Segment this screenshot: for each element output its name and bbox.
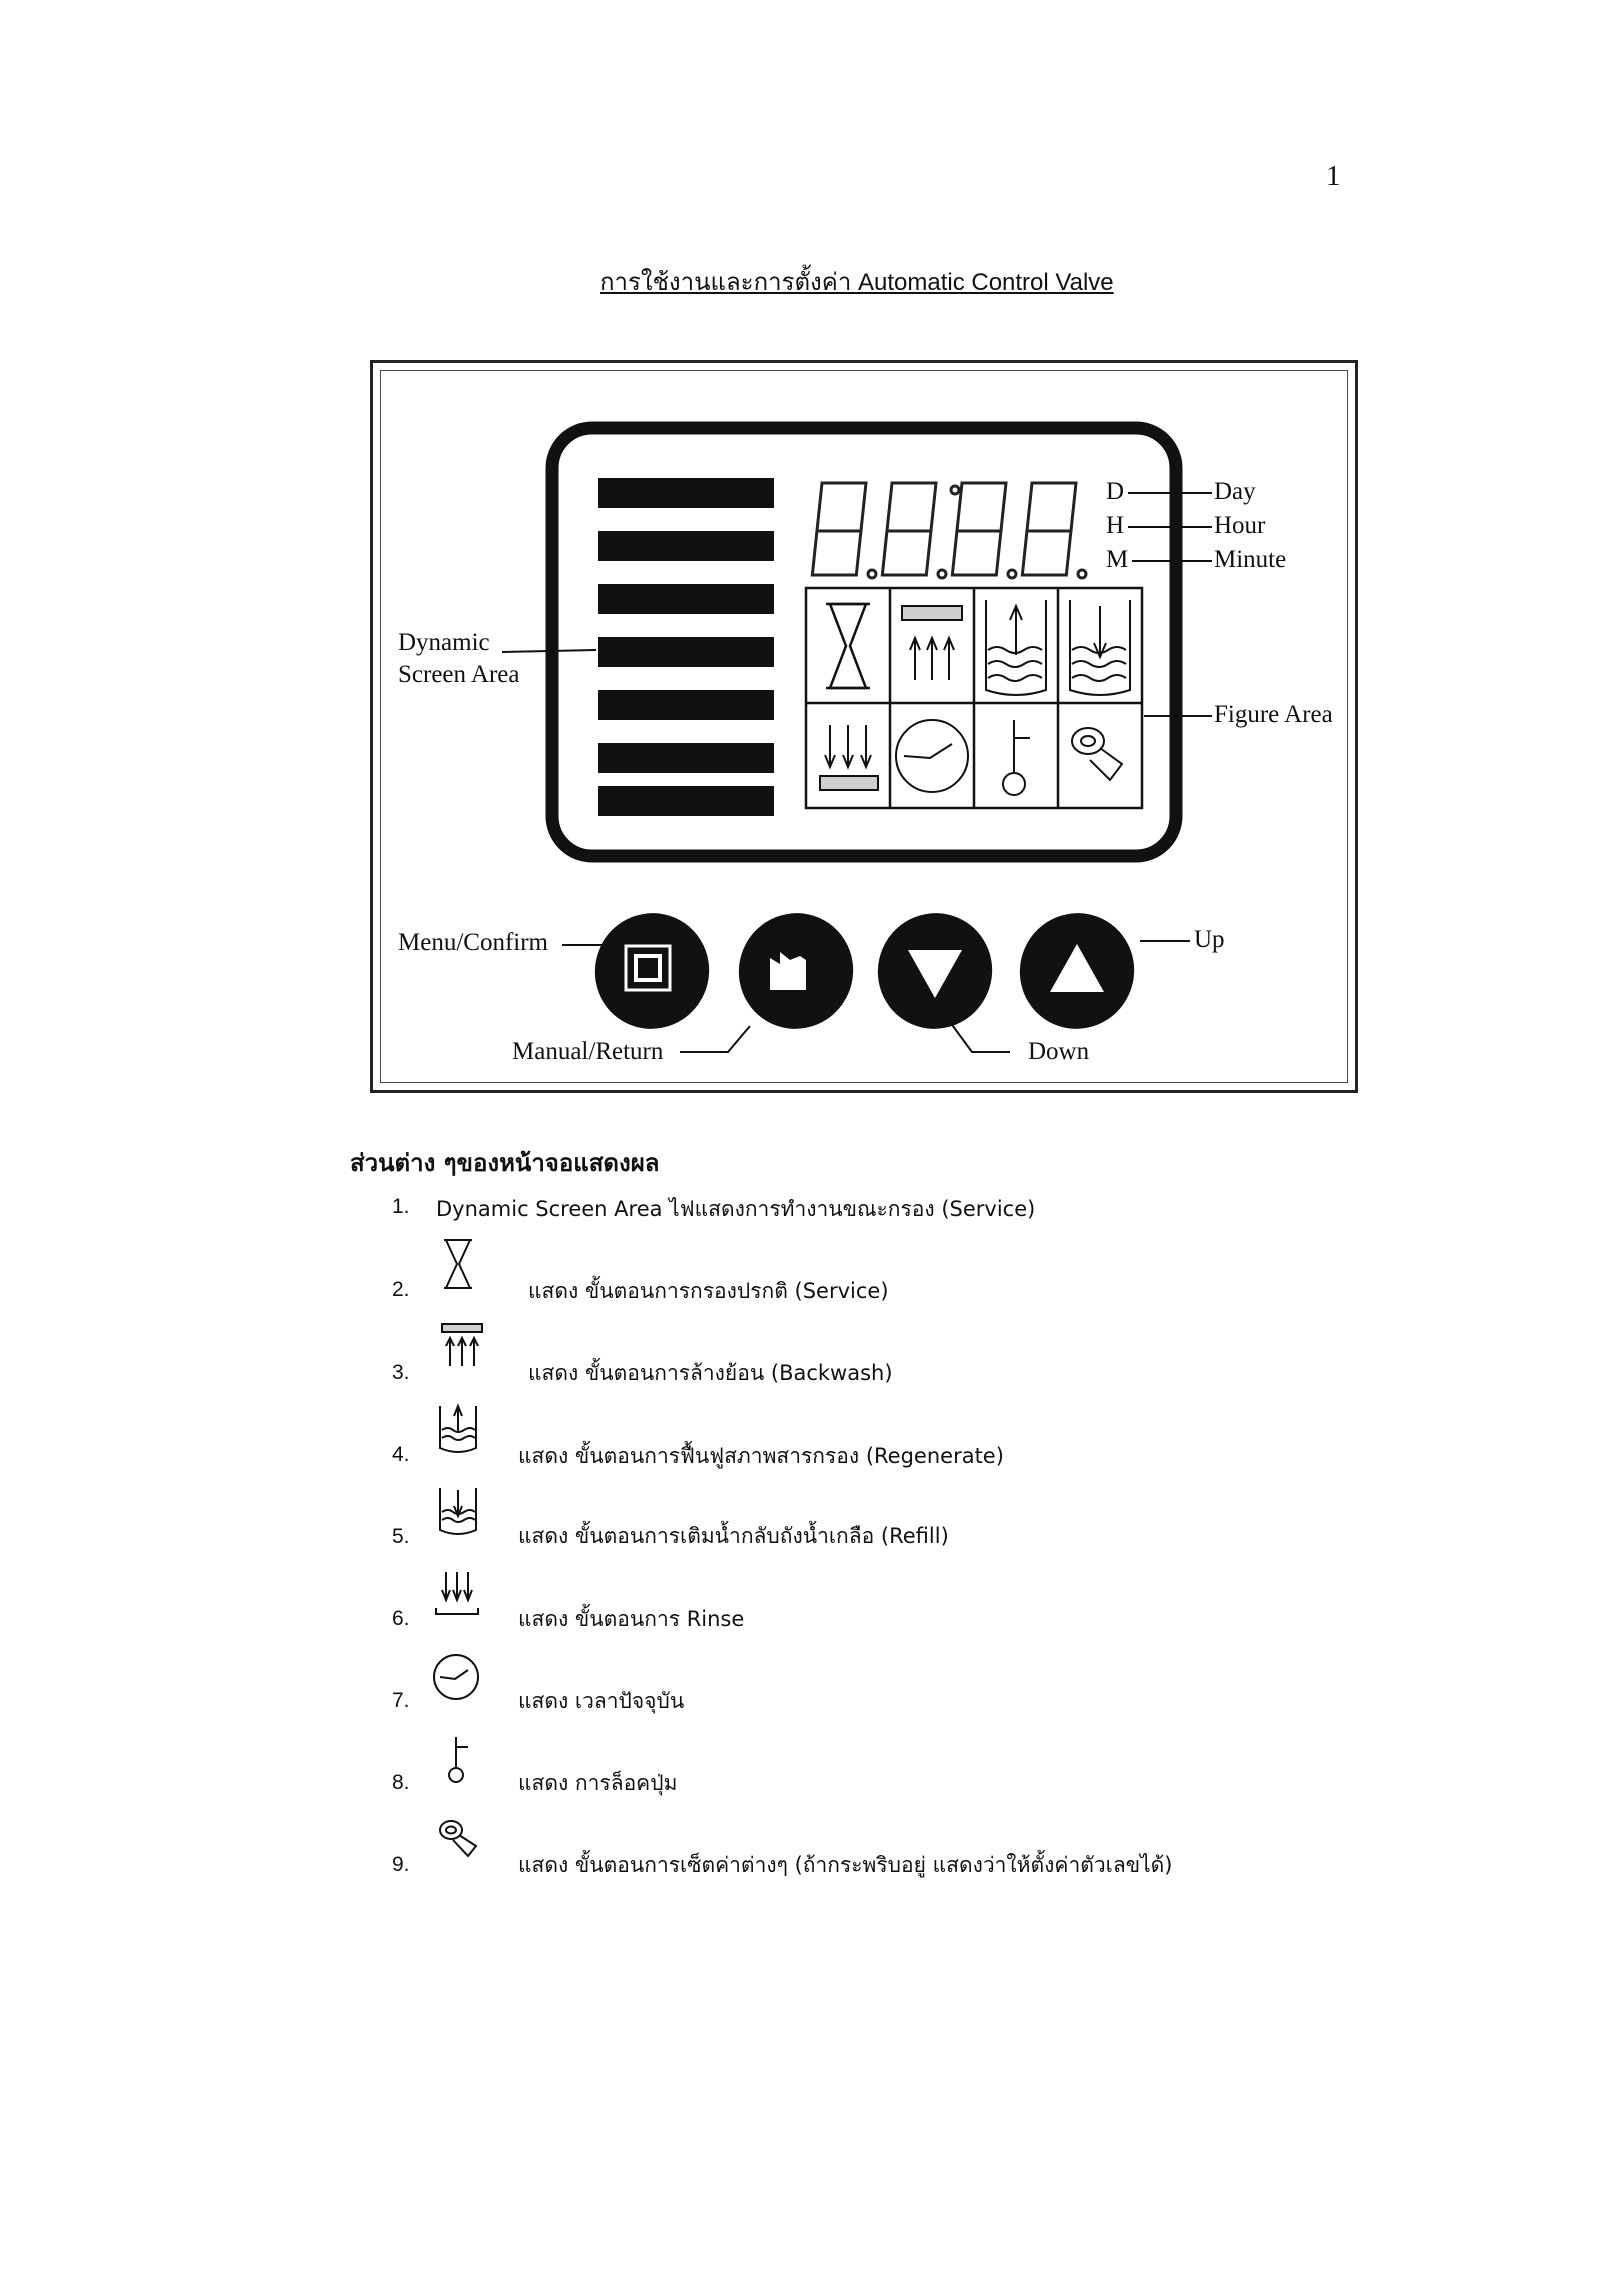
item-text: Dynamic Screen Area ไฟแสดงการทำงานขณะกรอง (Service): [436, 1197, 1036, 1221]
section-heading: ส่วนต่าง ๆของหน้าจอแสดงผล: [350, 1149, 660, 1177]
dynamic-bar: [598, 478, 774, 508]
item-text: แสดง ขั้นตอนการฟื้นฟูสภาพสารกรอง (Regenerate): [518, 1444, 1004, 1468]
decimal-point: [1078, 570, 1086, 578]
item-number: 8.: [392, 1771, 410, 1794]
decimal-point: [1008, 570, 1016, 578]
item-text: แสดง ขั้นตอนการเซ็ตค่าต่างๆ (ถ้ากระพริบอยู่ แสดงว่าให้ตั้งค่าตัวเลขได้): [518, 1853, 1173, 1877]
dynamic-bar: [598, 690, 774, 720]
dynamic-bar: [598, 743, 774, 773]
dynamic-bar: [598, 531, 774, 561]
unit-code-hour: H: [1106, 512, 1125, 539]
hourglass-icon: [440, 1236, 476, 1292]
item-text: แสดง เวลาปัจจุบัน: [518, 1689, 685, 1713]
dynamic-label-line2: Screen Area: [398, 661, 520, 688]
digit: [1022, 483, 1076, 575]
item-text: แสดง ขั้นตอนการเติมน้ำกลับถังน้ำเกลือ (Refill): [518, 1524, 949, 1548]
unit-label-day: Day: [1214, 478, 1256, 505]
degree-point: [951, 486, 959, 494]
item-text: แสดง การล็อคปุ่ม: [518, 1771, 678, 1795]
item-number: 5.: [392, 1525, 410, 1548]
manual-return-label: Manual/Return: [512, 1038, 664, 1065]
item-text: แสดง ขั้นตอนการล้างย้อน (Backwash): [528, 1361, 893, 1385]
item-number: 3.: [392, 1361, 410, 1384]
menu-confirm-label: Menu/Confirm: [398, 929, 548, 956]
item-number: 1.: [392, 1195, 410, 1218]
clock-icon: [430, 1652, 482, 1702]
hourglass-icon: [826, 604, 870, 688]
unit-code-day: D: [1106, 478, 1125, 505]
item-number: 7.: [392, 1689, 410, 1712]
key-lock-icon: [1003, 720, 1030, 795]
regenerate-icon: [986, 600, 1046, 695]
regenerate-icon: [436, 1402, 480, 1456]
backwash-icon: [902, 606, 962, 680]
refill-icon: [1070, 600, 1130, 695]
dynamic-label-line1: Dynamic: [398, 629, 490, 656]
figure-area-label: Figure Area: [1214, 701, 1333, 728]
up-button[interactable]: [1001, 895, 1152, 1047]
control-panel-diagram: [0, 0, 1606, 1100]
manual-return-button[interactable]: [720, 895, 871, 1047]
menu-confirm-button[interactable]: [576, 895, 727, 1047]
page-number: 1: [1326, 160, 1341, 192]
refill-icon: [436, 1484, 480, 1538]
dynamic-screen-bars: [598, 478, 774, 816]
wrench-icon: [436, 1816, 482, 1862]
rinse-icon: [434, 1568, 480, 1620]
wrench-icon: [1072, 728, 1122, 780]
down-label: Down: [1028, 1038, 1090, 1065]
clock-icon: [896, 720, 968, 792]
unit-label-hour: Hour: [1214, 512, 1266, 539]
dynamic-bar: [598, 786, 774, 816]
seven-segment-display: [812, 483, 1086, 578]
dynamic-bar: [598, 637, 774, 667]
item-number: 6.: [392, 1607, 410, 1630]
backwash-icon: [440, 1322, 484, 1372]
down-button[interactable]: [859, 895, 1010, 1047]
item-number: 9.: [392, 1853, 410, 1876]
up-label: Up: [1194, 926, 1225, 953]
item-number: 4.: [392, 1443, 410, 1466]
key-lock-icon: [444, 1733, 476, 1785]
decimal-point: [868, 570, 876, 578]
unit-label-minute: Minute: [1214, 546, 1287, 573]
digit: [812, 483, 866, 575]
rinse-icon: [820, 725, 878, 790]
page-title: การใช้งานและการตั้งค่า Automatic Control Valve: [600, 269, 1114, 296]
digit: [952, 483, 1006, 575]
item-text: แสดง ขั้นตอนการกรองปรกติ (Service): [528, 1279, 889, 1303]
item-number: 2.: [392, 1278, 410, 1301]
digit: [882, 483, 936, 575]
unit-code-minute: M: [1106, 546, 1129, 573]
item-text: แสดง ขั้นตอนการ Rinse: [518, 1607, 745, 1631]
dynamic-bar: [598, 584, 774, 614]
decimal-point: [938, 570, 946, 578]
